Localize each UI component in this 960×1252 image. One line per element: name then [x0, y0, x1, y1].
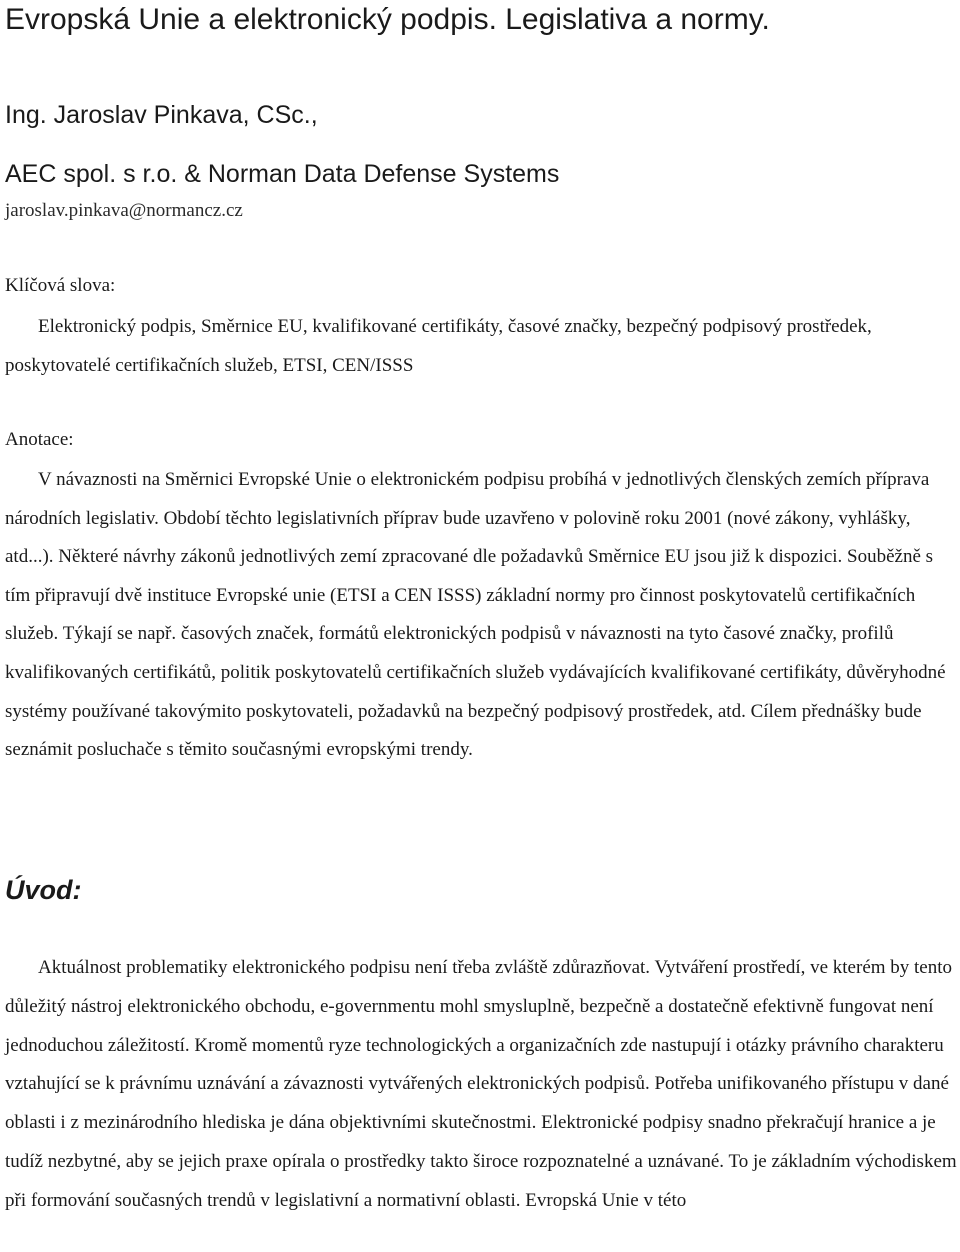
author-affiliation: AEC spol. s r.o. & Norman Data Defense Systems — [5, 160, 560, 188]
document-title: Evropská Unie a elektronický podpis. Legislativa a normy. — [5, 3, 770, 36]
annotation-text: V návaznosti na Směrnici Evropské Unie o elektronickém podpisu probíhá v jednotlivých členských zemích příprava národních legislativ. Období těchto legislativních příprav bude uzavřeno v polovině roku 2001 (nové zákony, vyhlášky, atd...). Některé návrhy zákonů jednotlivých zemí zpracované dle požadavků Směrnice EU jsou již k dispozici. Souběžně s tím připravují dvě instituce Evropské unie (ETSI a CEN ISSS) základní normy pro činnost poskytovatelů certifikačních služeb. Týkají se např. časových značek, formátů elektronických podpisů v návaznosti na tyto časové značky, profilů kvalifikovaných certifikátů, politik poskytovatelů certifikačních služeb vydávajících kvalifikované certifikáty, důvěryhodné systémy používané takovýmito poskytovateli, požadavků na bezpečný podpisový prostředek, atd. Cílem přednášky bude seznámit posluchače s těmito současnými evropskými trendy. — [5, 469, 946, 761]
keywords-text: Elektronický podpis, Směrnice EU, kvalifikované certifikáty, časové značky, bezpečný podpisový prostředek, poskytovatelé certifikačních služeb, ETSI, CEN/ISSS — [5, 316, 872, 376]
introduction-text: Aktuálnost problematiky elektronického podpisu není třeba zvláště zdůrazňovat. Vytváření prostředí, ve kterém by tento důležitý nástroj elektronického obchodu, e-governmentu mohl smysluplně, bezpečně a dostatečně efektivně fungovat není jednoduchou záležitostí. Kromě momentů ryze technologických a organizačních zde nastupují i otázky právního charakteru vztahující se k právnímu uznávání a závaznosti vytvářených elektronických podpisů. Potřeba unifikovaného přístupu v dané oblasti i z mezinárodního hlediska je dána objektivními skutečnostmi. Elektronické podpisy snadno překračují hranice a je tudíž nezbytné, aby se jejich praxe opírala o prostředky takto široce rozpoznatelné a uznávané. To je základním východiskem při formování současných trendů v legislativní a normativní oblasti. Evropská Unie v této — [5, 957, 957, 1211]
annotation-label: Anotace: — [5, 429, 74, 450]
introduction-heading: Úvod: — [5, 875, 82, 905]
author-name: Ing. Jaroslav Pinkava, CSc., — [5, 101, 318, 129]
keywords-label: Klíčová slova: — [5, 275, 116, 296]
author-email-link[interactable]: jaroslav.pinkava@normancz.cz — [5, 200, 243, 221]
